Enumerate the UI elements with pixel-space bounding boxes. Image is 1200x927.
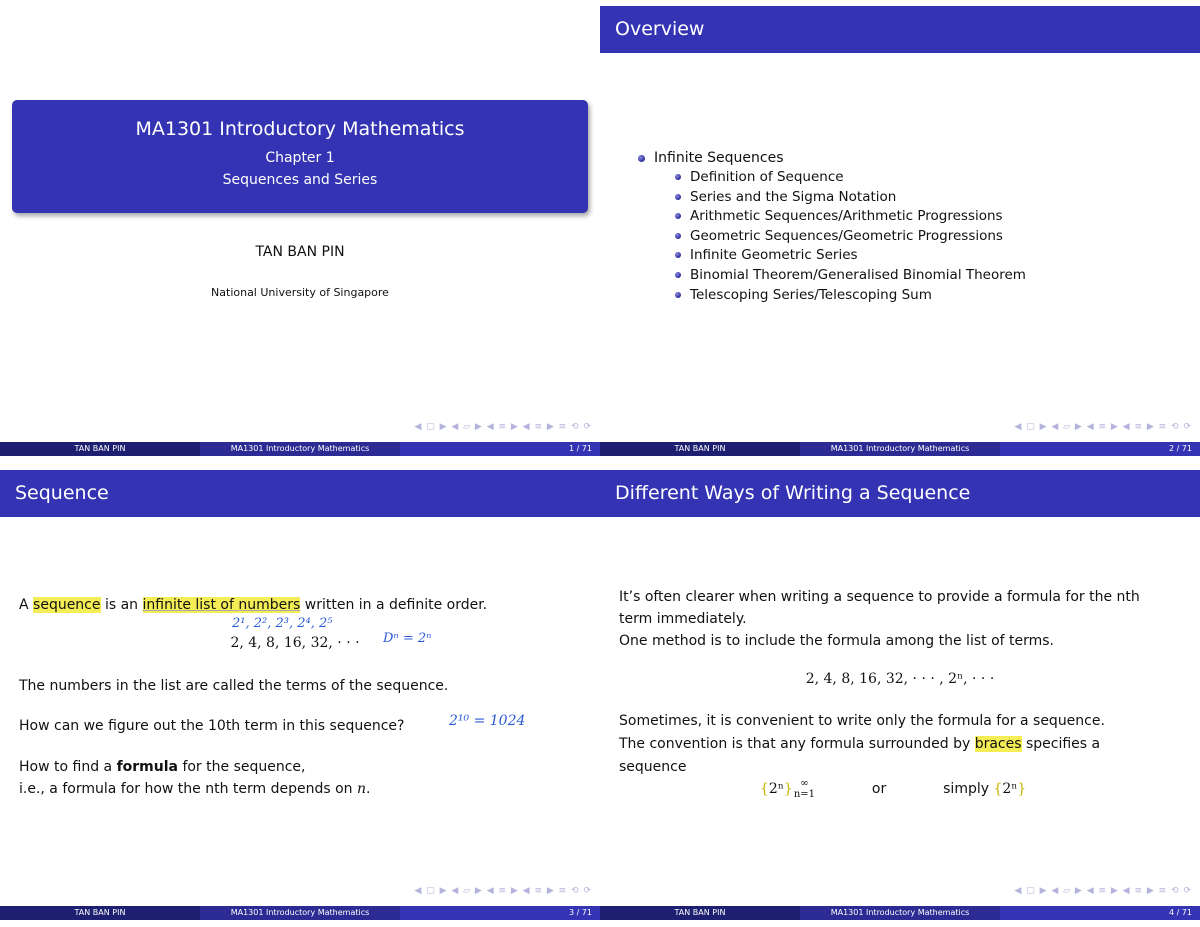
footer-course: MA1301 Introductory Mathematics [200,442,400,456]
highlighted-term: sequence [33,597,101,613]
brace-symbol: } [1017,781,1027,797]
sub-list-item [638,188,1026,208]
footline [0,442,600,456]
footer-course: MA1301 Introductory Mathematics [800,442,1000,456]
sub-list-item [638,246,1026,266]
math-expression: 2ⁿ [768,781,784,797]
frame-title: Different Ways of Writing a Sequence [600,470,1200,517]
footer-page-number: 1 / 71 [400,442,600,456]
sub-item-label: Binomial Theorem/Generalised Binomial Theorem [690,266,1026,283]
footer-course: MA1301 Introductory Mathematics [200,906,400,920]
subscript-index: n=1 [793,789,815,800]
footer-author: TAN BAN PIN [600,442,800,456]
footer-page-number: 2 / 71 [1000,442,1200,456]
math-variable: n [357,781,367,797]
footline [0,906,600,920]
footline [600,442,1200,456]
text-fragment: written in a definite order. [304,597,488,613]
sub-item-label: Arithmetic Sequences/Arithmetic Progressions [690,208,1003,225]
bullet-ball-icon [675,233,681,239]
paragraph-line: Sometimes, it is convenient to write only the formula for a sequence. [619,713,1105,729]
footline [600,906,1200,920]
footer-page-number: 3 / 71 [400,906,600,920]
footer-course: MA1301 Introductory Mathematics [800,906,1000,920]
slide-2 [600,0,1200,463]
bullet-ball-icon [675,194,681,200]
list-item [638,148,1026,168]
text-fragment: . [366,781,371,797]
presentation-subtitle: Sequences and Series [222,172,378,188]
paragraph-line: sequence [619,759,687,775]
brace-symbol: { [993,781,1003,797]
highlighted-phrase: infinite list of numbers [142,597,301,613]
paragraph-line [619,733,1100,755]
sub-item-label: Infinite Geometric Series [690,247,858,264]
bullet-ball-icon [675,252,681,258]
paragraph-line: It’s often clearer when writing a sequence to provide a formula for the nth [619,589,1140,605]
bullet-ball-icon [638,155,645,162]
navigation-symbols[interactable]: ◀ ▢ ▶ ◀ ▱ ▶ ◀ ≡ ▶ ◀ ≡ ▶ ≡ ⟲ ⟳ [1014,886,1192,896]
highlighted-term: braces [974,736,1022,752]
brace-symbol: } [783,781,793,797]
overview-list [638,148,1026,305]
bold-term: formula [116,759,178,775]
sub-item-label: Definition of Sequence [690,169,844,185]
footer-author: TAN BAN PIN [600,906,800,920]
chapter-label: Chapter 1 [265,150,335,166]
handwritten-powers: 2¹, 2², 2³, 2⁴, 2⁵ [232,616,333,631]
sub-item-label: Series and the Sigma Notation [690,188,897,205]
paragraph-line: term immediately. [619,611,747,627]
footer-author: TAN BAN PIN [0,442,200,456]
brace-notation-examples [760,778,1026,800]
ie-line [19,778,371,800]
text-fragment: for the sequence, [182,759,306,775]
handwritten-answer: 2¹⁰ = 1024 [449,713,526,729]
sub-list-item [638,207,1026,227]
text-fragment: specifies a [1025,736,1101,752]
formula-line [19,756,305,778]
sub-item-label: Telescoping Series/Telescoping Sum [690,286,932,303]
handwritten-formula: Dⁿ = 2ⁿ [383,631,432,646]
slide-1 [0,0,600,463]
bullet-ball-icon [675,174,681,180]
sequence-display: 2, 4, 8, 16, 32, · · · [230,635,360,651]
question-line: How can we figure out the 10th term in this sequence? [19,718,405,734]
frame-title: Overview [600,6,1200,53]
brace-symbol: { [760,781,769,797]
navigation-symbols[interactable]: ◀ ▢ ▶ ◀ ▱ ▶ ◀ ≡ ▶ ◀ ≡ ▶ ≡ ⟲ ⟳ [414,422,592,432]
text-fragment: is an [104,597,139,613]
text-fragment: A [19,597,29,613]
bullet-ball-icon [675,213,681,219]
sub-list-item [638,266,1026,286]
bullet-ball-icon [675,272,681,278]
list-item-label: Infinite Sequences [654,150,784,166]
slide-4 [600,464,1200,927]
text-fragment: The convention is that any formula surrounded by [619,736,971,752]
author-name: TAN BAN PIN [255,244,345,260]
frame-title: Sequence [0,470,600,517]
slide-3 [0,464,600,927]
footer-author: TAN BAN PIN [0,906,200,920]
sub-list-item [638,286,1026,306]
title-block [12,100,588,213]
bullet-ball-icon [675,292,681,298]
sub-item-label: Geometric Sequences/Geometric Progressions [690,227,1003,244]
navigation-symbols[interactable]: ◀ ▢ ▶ ◀ ▱ ▶ ◀ ≡ ▶ ◀ ≡ ▶ ≡ ⟲ ⟳ [414,886,592,896]
text-fragment: simply [943,781,990,797]
superscript-infinity: ∞ [800,778,809,789]
text-fragment: i.e., a formula for how the nth term depends on [19,781,353,797]
text-fragment: How to find a [19,759,113,775]
footer-page-number: 4 / 71 [1000,906,1200,920]
sub-list-item [638,227,1026,247]
presentation-title: MA1301 Introductory Mathematics [135,118,465,140]
sub-list-item [638,168,1026,188]
math-expression: 2ⁿ [1002,781,1018,797]
paragraph-line: One method is to include the formula among the list of terms. [619,633,1055,649]
institute-name: National University of Singapore [211,286,389,299]
navigation-symbols[interactable]: ◀ ▢ ▶ ◀ ▱ ▶ ◀ ≡ ▶ ◀ ≡ ▶ ≡ ⟲ ⟳ [1014,422,1192,432]
sequence-display: 2, 4, 8, 16, 32, · · · , 2ⁿ, · · · [805,671,995,687]
text-fragment: or [871,781,887,797]
definition-line [19,594,487,616]
terms-line: The numbers in the list are called the terms of the sequence. [19,678,449,694]
